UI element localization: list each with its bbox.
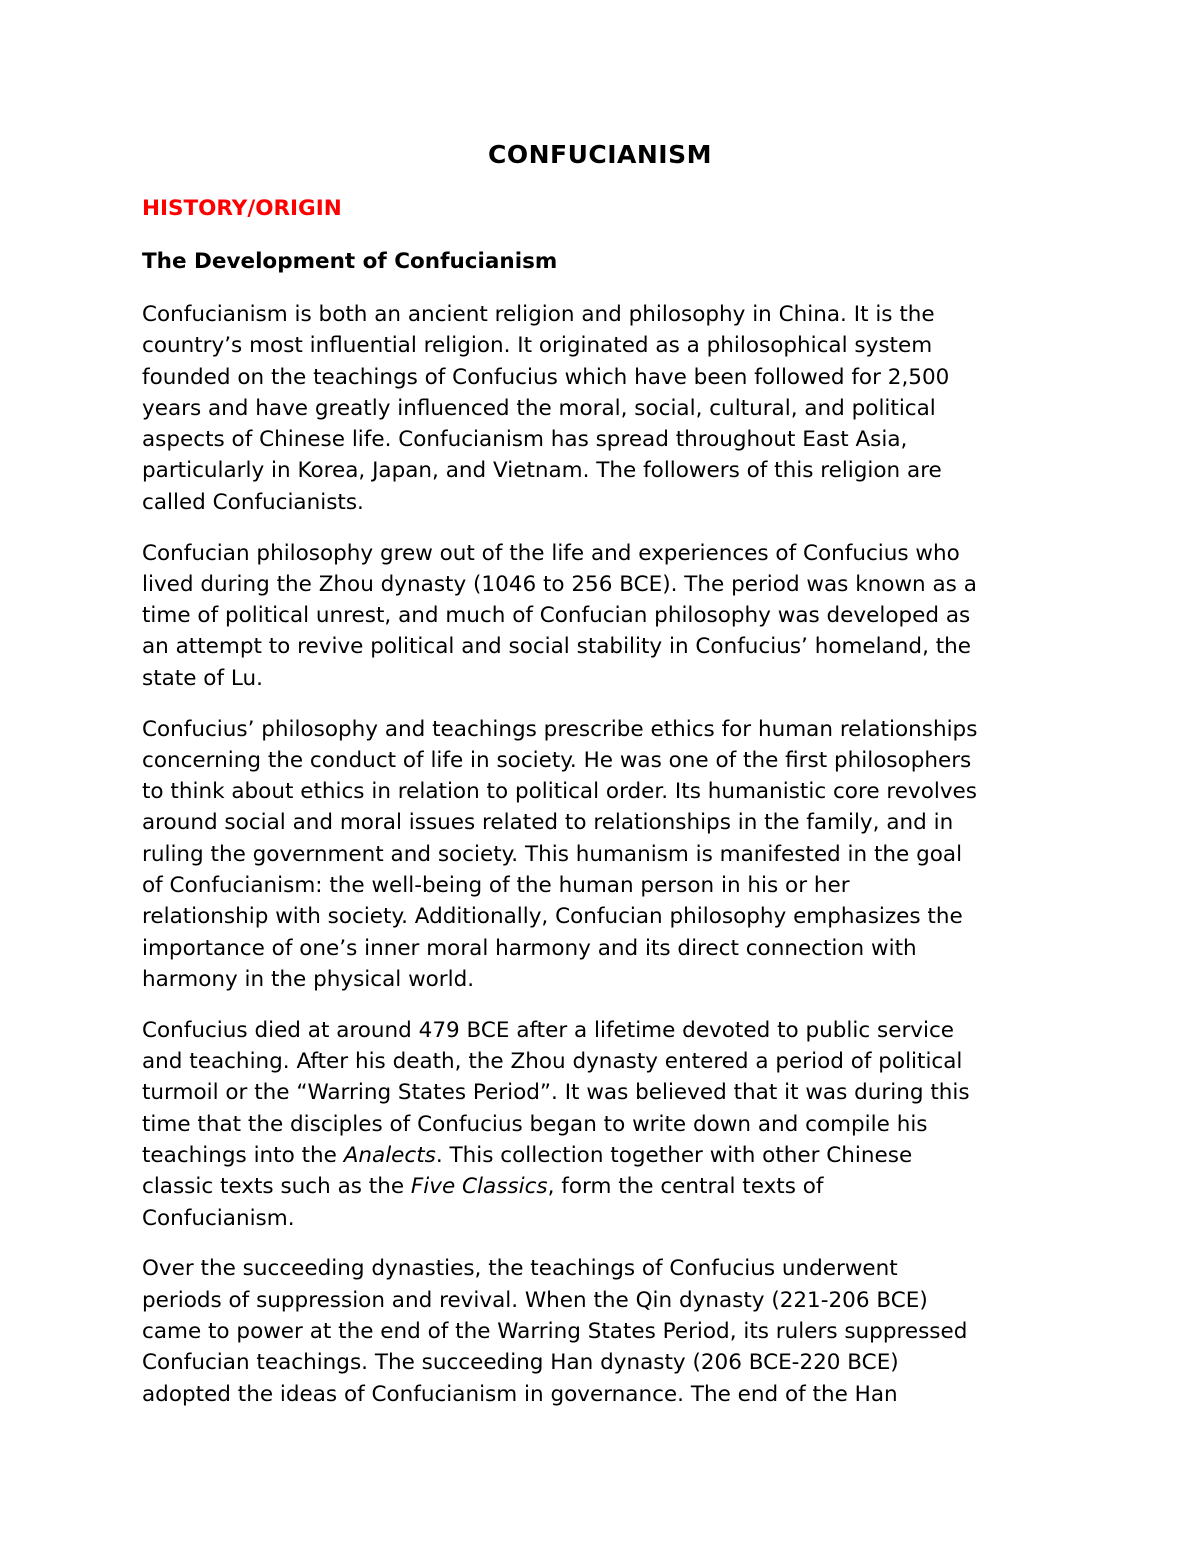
- text-line: [142, 901, 977, 932]
- text-segment: and teaching. After his death, the Zhou dynasty entered a period of political: [142, 1049, 963, 1075]
- text-line: [142, 631, 977, 662]
- text-line: [142, 1140, 977, 1171]
- text-segment: , form the central texts of: [547, 1174, 824, 1200]
- text-segment: state of Lu.: [142, 665, 263, 691]
- text-segment: harmony in the physical world.: [142, 966, 475, 992]
- text-line: [142, 714, 977, 745]
- text-segment: importance of one’s inner moral harmony and its direct connection with: [142, 935, 917, 961]
- text-segment: Confucius died at around 479 BCE after a lifetime devoted to public service: [142, 1017, 955, 1043]
- text-line: [142, 933, 977, 964]
- text-line: [142, 1015, 977, 1046]
- text-line: [142, 1171, 977, 1202]
- text-segment: . This collection together with other Chinese: [435, 1142, 913, 1168]
- text-line: [142, 964, 977, 995]
- text-line: [142, 870, 977, 901]
- text-segment: founded on the teachings of Confucius which have been followed for 2,500: [142, 364, 950, 390]
- text-segment: relationship with society. Additionally, Confucian philosophy emphasizes the: [142, 904, 963, 930]
- text-segment: Confucian philosophy grew out of the life and experiences of Confucius who: [142, 540, 960, 566]
- paragraph: [142, 299, 977, 518]
- text-line: [142, 807, 977, 838]
- text-line: [142, 299, 977, 330]
- text-segment: concerning the conduct of life in society. He was one of the first philosophers: [142, 747, 972, 773]
- text-segment: lived during the Zhou dynasty (1046 to 256 BCE). The period was known as a: [142, 571, 977, 597]
- text-segment: periods of suppression and revival. When the Qin dynasty (221-206 BCE): [142, 1287, 928, 1313]
- text-segment: of Confucianism: the well-being of the human person in his or her: [142, 873, 850, 899]
- text-segment: an attempt to revive political and social stability in Confucius’ homeland, the: [142, 634, 972, 660]
- text-segment: came to power at the end of the Warring States Period, its rulers suppressed: [142, 1318, 968, 1344]
- text-line: [142, 1203, 977, 1234]
- text-segment: around social and moral issues related to relationships in the family, and in: [142, 810, 954, 836]
- text-line: [142, 569, 977, 600]
- text-segment: particularly in Korea, Japan, and Vietnam. The followers of this religion are: [142, 458, 942, 484]
- text-segment: country’s most influential religion. It originated as a philosophical system: [142, 333, 933, 359]
- text-segment: Confucian teachings. The succeeding Han dynasty (206 BCE-220 BCE): [142, 1350, 899, 1376]
- italic-title: Analects: [343, 1142, 436, 1168]
- text-segment: teachings into the: [142, 1142, 344, 1168]
- text-line: [142, 839, 977, 870]
- text-line: [142, 1285, 977, 1316]
- text-line: [142, 330, 977, 361]
- text-line: [142, 1046, 977, 1077]
- paragraph: [142, 1015, 977, 1234]
- italic-title: Five Classics: [410, 1174, 548, 1200]
- section-heading: HISTORY/ORIGIN: [142, 196, 342, 221]
- text-line: [142, 1347, 977, 1378]
- text-segment: time that the disciples of Confucius began to write down and compile his: [142, 1111, 928, 1137]
- text-line: [142, 393, 977, 424]
- document-title: CONFUCIANISM: [487, 140, 712, 169]
- text-segment: Confucianism is both an ancient religion and philosophy in China. It is the: [142, 302, 935, 327]
- text-segment: Over the succeeding dynasties, the teachings of Confucius underwent: [142, 1256, 898, 1282]
- text-line: [142, 745, 977, 776]
- text-line: [142, 1379, 977, 1410]
- paragraph: [142, 714, 977, 996]
- text-segment: classic texts such as the: [142, 1174, 411, 1200]
- text-line: [142, 776, 977, 807]
- text-segment: Confucianism.: [142, 1205, 295, 1231]
- text-line: [142, 1253, 977, 1284]
- text-line: [142, 663, 977, 694]
- text-segment: called Confucianists.: [142, 489, 364, 515]
- text-segment: adopted the ideas of Confucianism in governance. The end of the Han: [142, 1381, 898, 1407]
- text-line: [142, 1316, 977, 1347]
- text-segment: turmoil or the “Warring States Period”. It was believed that it was during this: [142, 1080, 970, 1106]
- text-line: [142, 424, 977, 455]
- text-segment: years and have greatly influenced the moral, social, cultural, and political: [142, 395, 936, 421]
- paragraph: [142, 1253, 977, 1409]
- text-segment: ruling the government and society. This humanism is manifested in the goal: [142, 841, 963, 867]
- subheading: The Development of Confucianism: [142, 249, 558, 274]
- text-line: [142, 600, 977, 631]
- text-line: [142, 538, 977, 569]
- text-line: [142, 362, 977, 393]
- text-segment: aspects of Chinese life. Confucianism has spread throughout East Asia,: [142, 427, 908, 453]
- text-line: [142, 455, 977, 486]
- text-segment: to think about ethics in relation to political order. Its humanistic core revolves: [142, 779, 977, 805]
- text-line: [142, 1077, 977, 1108]
- text-line: [142, 1109, 977, 1140]
- text-segment: Confucius’ philosophy and teachings prescribe ethics for human relationships: [142, 716, 978, 742]
- text-line: [142, 487, 977, 518]
- text-segment: time of political unrest, and much of Confucian philosophy was developed as: [142, 603, 971, 629]
- paragraph: [142, 538, 977, 694]
- document-body: [142, 299, 977, 1429]
